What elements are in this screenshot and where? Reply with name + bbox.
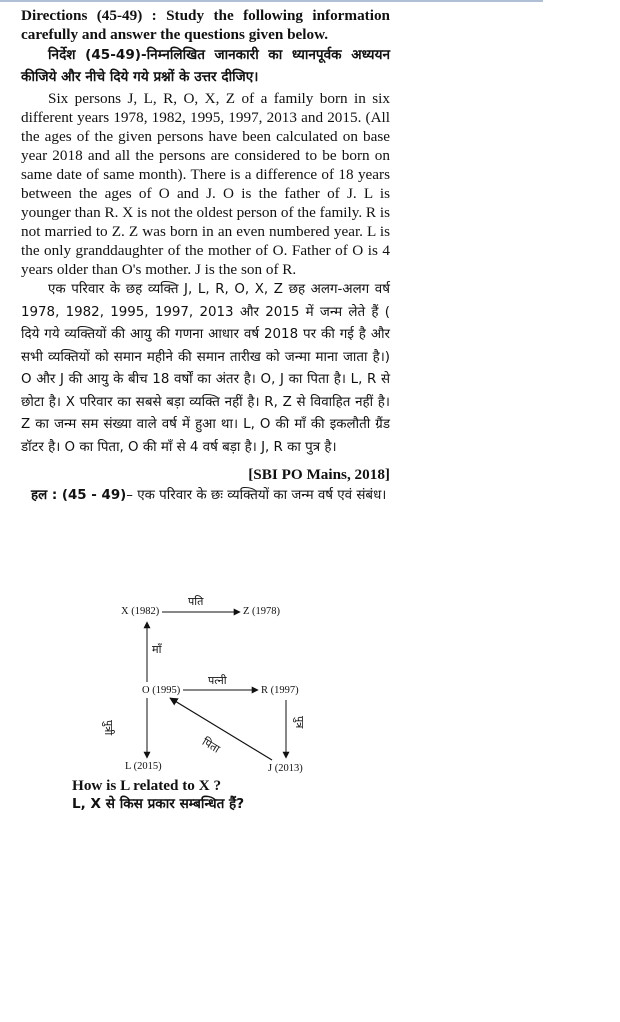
relation-o-x: माँ xyxy=(152,643,162,656)
relation-o-l: पुत्री xyxy=(102,720,115,736)
exam-source: [SBI PO Mains, 2018] xyxy=(248,466,390,483)
family-tree-diagram xyxy=(100,590,330,780)
passage-hindi: एक परिवार के छह व्यक्ति J, L, R, O, X, Z छह अलग-अलग वर्ष 1978, 1982, 1995, 1997, 2013 और 2015 में जन्म लेते हैं ( दिये गये व्यक्तियों की आयु की गणना आधार वर्ष 2018 पर की गई है और सभी व्यक्तियों को समान महीने की समान तारीख को जन्मा माना जाता है।) O और J की आयु के बीच 18 वर्षों का अंतर है। O, J का पिता है। L, R से छोटा है। X परिवार का सबसे बड़ा व्यक्ति नहीं है। R, Z से विवाहित नहीं है। Z का जन्म सम संख्या वाले वर्ष में हुआ था। L, O की माँ की इकलौती ग्रैंड डॉटर है। O का पिता, O की माँ से 4 वर्ष बड़ा है। J, R का पुत्र है। xyxy=(21,282,390,455)
solution-text: – एक परिवार के छः व्यक्तियों का जन्म वर्ष एवं संबंध। xyxy=(126,488,387,503)
question-passage xyxy=(21,6,390,506)
node-o: O (1995) xyxy=(142,685,181,696)
question-block xyxy=(72,776,372,814)
question-english: How is L related to X ? xyxy=(72,777,222,794)
node-r: R (1997) xyxy=(261,685,299,696)
solution-label: हल : (45 - 49) xyxy=(31,488,127,503)
relation-r-j: पुत्र xyxy=(293,716,306,729)
question-hindi: L, X से किस प्रकार सम्बन्धित हैं? xyxy=(72,796,245,812)
passage-english: Six persons J, L, R, O, X, Z of a family born in six different years 1978, 1982, 1995, 1997, 2013 and 2015. (All the ages of the given persons have been calculated on base year 2018 and all the persons are considered to be born on same date of same month). There is a difference of 18 years between the ages of O and J. O is the father of J. L is younger than R. X is not the oldest person of the family. R is not married to Z. Z was born in an even numbered year. L is the only granddaughter of the mother of O. Father of O is 4 years older than O's mother. J is the son of R. xyxy=(21,90,390,278)
relation-j-o: पिता xyxy=(199,735,223,756)
node-x: X (1982) xyxy=(121,606,160,617)
node-l: L (2015) xyxy=(125,761,162,772)
arrow-j-to-o xyxy=(170,698,272,760)
relation-o-r: पत्नी xyxy=(208,674,227,687)
node-j: J (2013) xyxy=(268,763,303,774)
node-z: Z (1978) xyxy=(243,606,281,617)
top-border-line xyxy=(0,0,543,2)
relation-x-z: पति xyxy=(188,595,204,608)
solution-heading xyxy=(21,485,390,506)
directions-english: Directions (45-49) : Study the following information carefully and answer the questions given below. xyxy=(21,7,390,43)
directions-hindi: निर्देश (45-49)-निम्नलिखित जानकारी का ध्यानपूर्वक अध्ययन कीजिये और नीचे दिये गये प्रश्नों के उत्तर दीजिए। xyxy=(21,47,390,85)
